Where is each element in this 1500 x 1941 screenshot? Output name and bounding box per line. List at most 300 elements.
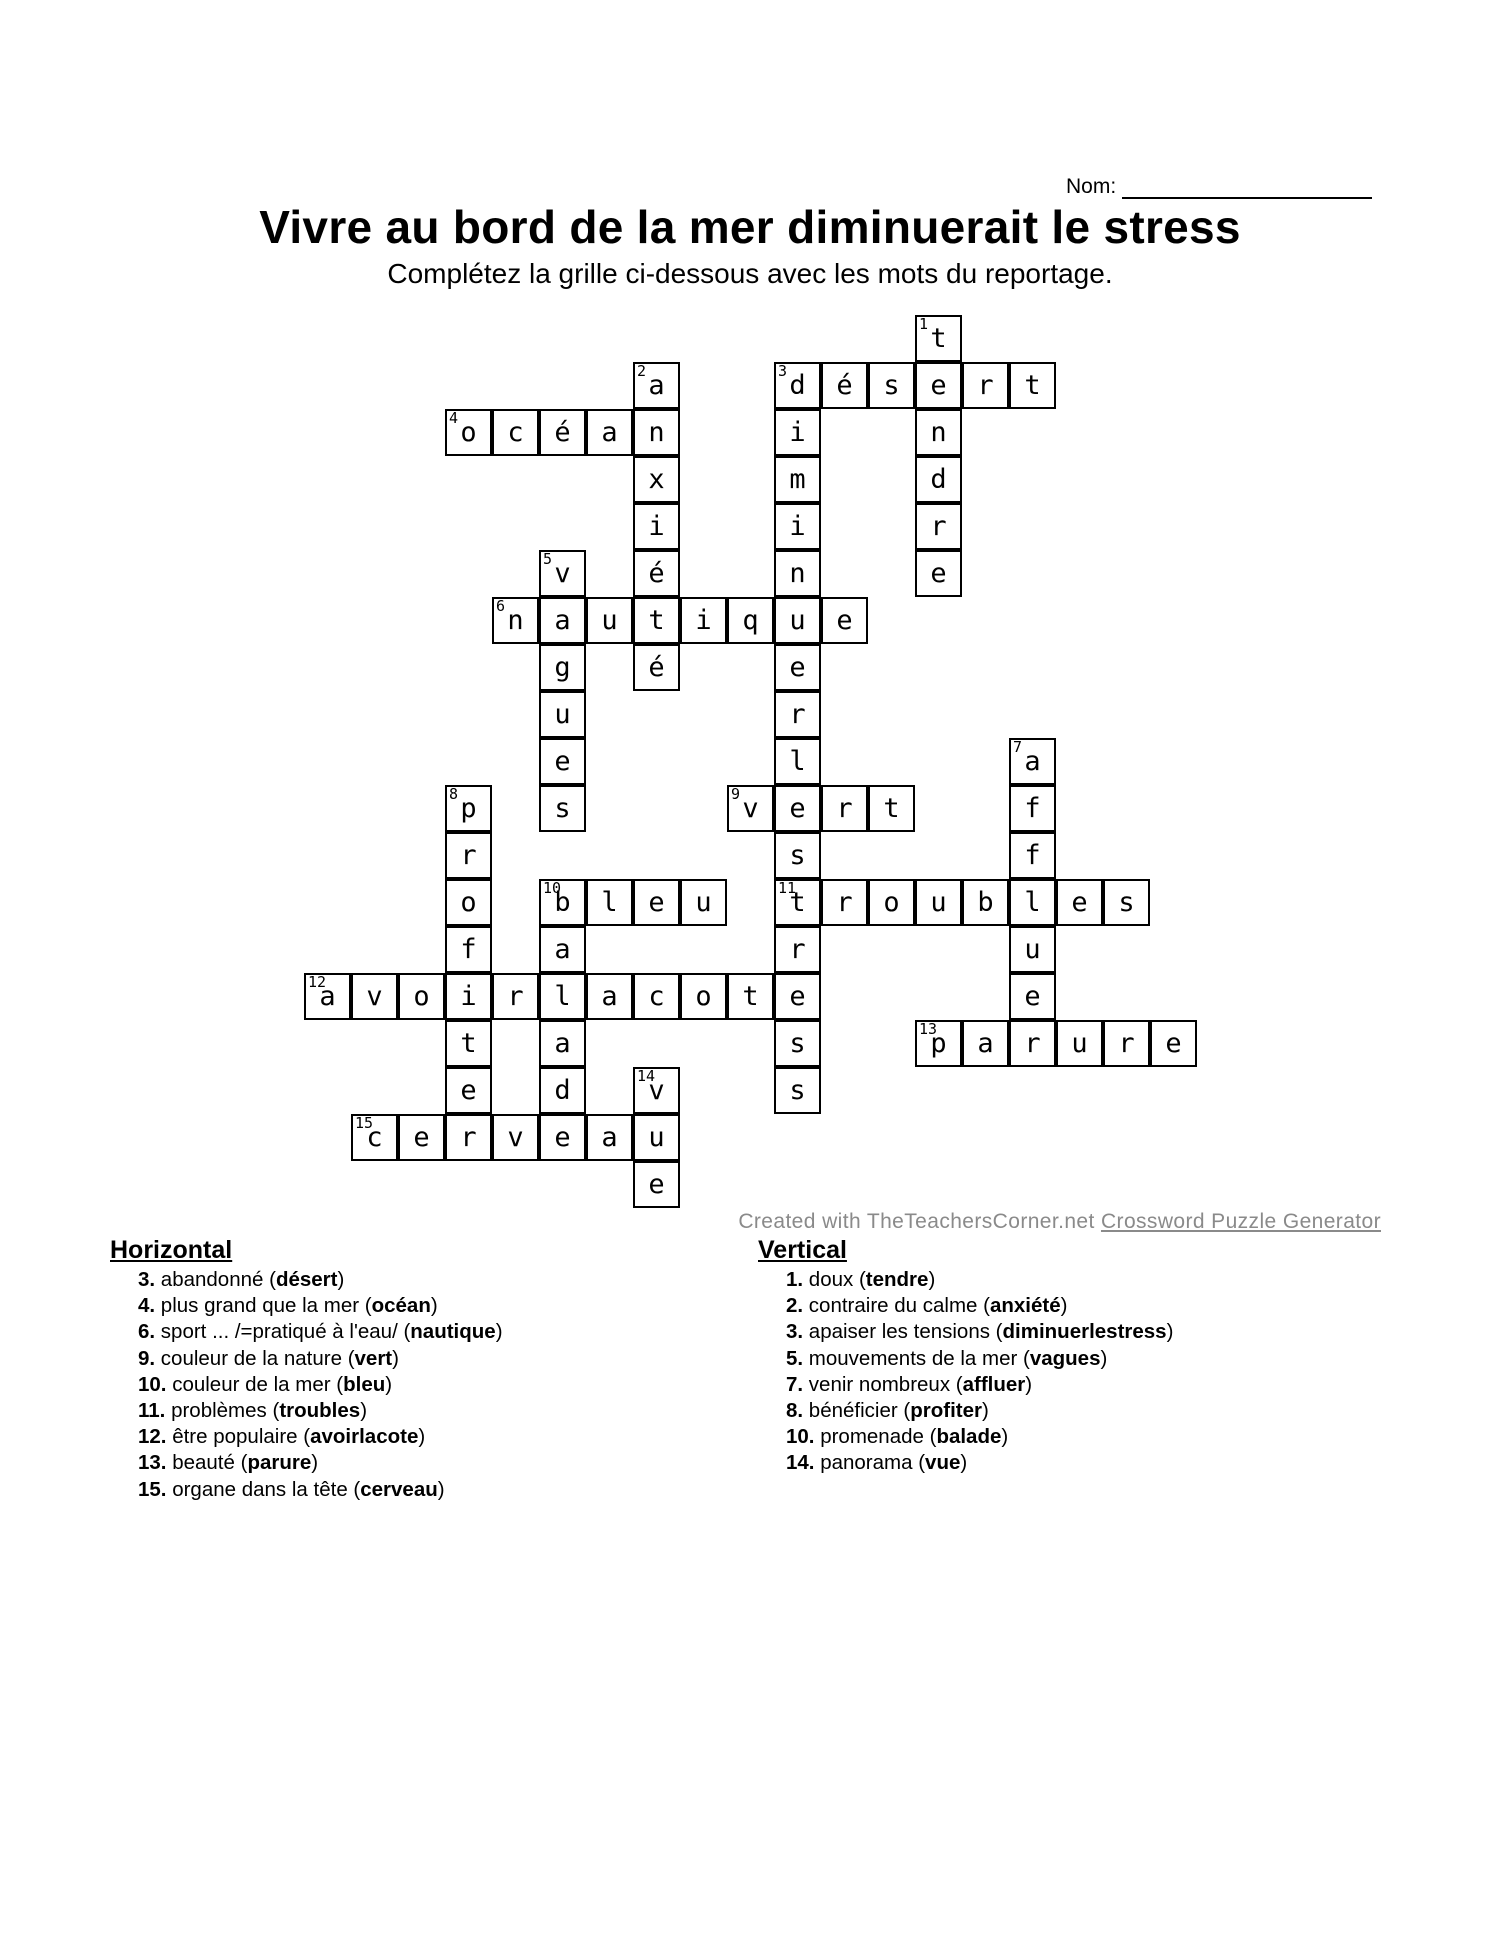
cell-letter: r [1024,1028,1041,1059]
cell-letter: t [883,793,900,824]
clue-item-text: être populaire ( [172,1425,311,1449]
cell-letter: t [789,887,806,918]
cell-letter: é [648,558,665,589]
grid-cell [539,409,586,456]
clue-item-close: ) [495,1320,503,1344]
cell-letter: b [554,887,571,918]
clue-item-answer: profiter [910,1399,982,1423]
clue-item-text: couleur de la nature ( [160,1346,355,1370]
clue-item-text: doux ( [808,1268,866,1291]
cell-letter: o [460,417,477,448]
grid-cell [633,409,680,456]
clue-number: 13 [919,1020,938,1038]
cell-letter: v [366,981,383,1012]
cell-letter: i [648,511,665,542]
grid-cell [633,973,680,1020]
clue-item-close: ) [928,1268,936,1291]
cell-letter: a [554,1028,571,1059]
clue-item-answer: anxiété [989,1294,1061,1318]
clue-item-answer: cerveau [360,1477,438,1501]
cell-letter: i [789,417,806,448]
grid-cell [915,456,962,503]
clue-item-answer: parure [247,1451,312,1475]
clue-item-number: 11. [138,1399,172,1423]
grid-cell [1056,1020,1103,1067]
grid-cell [539,644,586,691]
cell-letter: s [789,1028,806,1059]
clue-item-text: apaiser les tensions ( [808,1320,1003,1344]
clue-number: 12 [308,973,327,991]
cell-letter: u [1024,934,1041,965]
clue-item [110,1372,503,1398]
cell-letter: d [789,370,806,401]
clue-item-close: ) [1060,1294,1068,1318]
grid-cell [915,315,962,362]
grid-cell [1103,879,1150,926]
cell-letter: t [930,323,947,354]
clue-item [758,1372,1173,1398]
clue-item-answer: diminuerlestress [1002,1320,1167,1344]
grid-cell [821,785,868,832]
grid-cell [915,409,962,456]
cell-letter: o [883,887,900,918]
grid-cell [821,879,868,926]
clue-item [758,1424,1173,1450]
cell-letter: l [789,746,806,777]
clue-number: 9 [731,785,741,803]
cell-letter: l [601,887,618,918]
clue-number: 8 [449,785,459,803]
cell-letter: r [836,793,853,824]
grid-cell [445,879,492,926]
credit-prefix: Created with TheTeachersCorner.net [738,1210,1095,1233]
cell-letter: p [460,793,477,824]
cell-letter: e [554,1122,571,1153]
grid-cell [633,1067,680,1114]
grid-cell [633,1161,680,1208]
clue-item-number: 10. [786,1425,821,1449]
clue-number: 4 [449,409,459,427]
cell-letter: e [789,793,806,824]
cell-letter: b [977,887,994,918]
grid-cell [492,973,539,1020]
cell-letter: e [930,370,947,401]
down-list [758,1267,1173,1477]
clue-item [110,1319,503,1345]
cell-letter: r [1118,1028,1135,1059]
grid-cell [774,456,821,503]
down-heading: Vertical [758,1236,847,1264]
cell-letter: x [648,464,665,495]
grid-cell [445,926,492,973]
cell-letter: f [460,934,477,965]
clue-item-text: couleur de la mer ( [172,1372,344,1396]
clue-item-text: organe dans la tête ( [172,1477,361,1501]
cell-letter: m [789,464,806,495]
cell-letter: v [554,558,571,589]
grid-cell [774,832,821,879]
clue-item-text: beauté ( [172,1451,248,1475]
clue-item-answer: troubles [279,1399,361,1423]
clue-item [110,1346,503,1372]
cell-letter: o [460,887,477,918]
cell-letter: a [554,605,571,636]
grid-cell [539,738,586,785]
grid-cell [586,879,633,926]
cell-letter: r [460,840,477,871]
clue-item [110,1477,503,1503]
clue-item-number: 5. [786,1346,809,1370]
grid-cell [1009,362,1056,409]
grid-cell [915,550,962,597]
grid-cell [1009,785,1056,832]
grid-cell [539,550,586,597]
grid-cell [586,597,633,644]
grid-cell [774,973,821,1020]
clue-item-number: 7. [786,1372,809,1396]
clue-item-number: 6. [138,1320,161,1344]
clue-item-number: 1. [786,1268,809,1291]
cell-letter: u [789,605,806,636]
grid-cell [774,597,821,644]
clue-item-text: bénéficier ( [808,1399,911,1423]
cell-letter: é [836,370,853,401]
clue-number: 1 [919,315,929,333]
across-list [110,1267,503,1503]
grid-cell [774,362,821,409]
grid-cell [680,973,727,1020]
cell-letter: i [789,511,806,542]
clue-item-number: 3. [138,1268,161,1291]
grid-cell [774,1067,821,1114]
clue-item-number: 12. [138,1425,173,1449]
cell-letter: v [648,1075,665,1106]
grid-cell [586,409,633,456]
cell-letter: e [648,1169,665,1200]
grid-cell [1056,879,1103,926]
grid-cell [727,597,774,644]
clue-item-text: venir nombreux ( [808,1372,963,1396]
cell-letter: c [507,417,524,448]
clue-item-answer: océan [371,1294,431,1318]
cell-letter: g [554,652,571,683]
clue-item-close: ) [337,1268,345,1291]
cell-letter: a [601,981,618,1012]
across-heading: Horizontal [110,1236,233,1264]
clue-number: 10 [543,879,562,897]
grid-cell [586,973,633,1020]
grid-cell [539,879,586,926]
cell-letter: e [836,605,853,636]
grid-cell [492,597,539,644]
grid-cell [445,832,492,879]
clue-item-answer: tendre [865,1268,929,1291]
grid-cell [304,973,351,1020]
grid-cell [915,503,962,550]
clue-item-answer: bleu [343,1372,386,1396]
cell-letter: r [977,370,994,401]
grid-cell [680,597,727,644]
clue-item-answer: balade [936,1425,1002,1449]
grid-cell [1103,1020,1150,1067]
grid-cell [633,644,680,691]
grid-cell [633,879,680,926]
grid-cell [774,879,821,926]
clue-number: 2 [637,362,647,380]
grid-cell [868,879,915,926]
cell-letter: n [789,558,806,589]
cell-letter: t [742,981,759,1012]
grid-cell [539,597,586,644]
clue-number: 3 [778,362,788,380]
cell-letter: t [648,605,665,636]
grid-cell [868,785,915,832]
cell-letter: a [977,1028,994,1059]
grid-cell [492,1114,539,1161]
clue-item [758,1398,1173,1424]
clue-item-answer: vagues [1029,1346,1101,1370]
grid-cell [445,973,492,1020]
grid-cell [774,644,821,691]
grid-cell [962,362,1009,409]
clue-item [758,1346,1173,1372]
grid-cell [398,973,445,1020]
grid-cell [915,362,962,409]
cell-letter: e [1165,1028,1182,1059]
grid-cell [727,785,774,832]
clue-item-number: 9. [138,1346,161,1370]
cell-letter: l [1024,887,1041,918]
clue-item-close: ) [437,1477,445,1501]
cell-letter: u [648,1122,665,1153]
cell-letter: a [554,934,571,965]
grid-cell [962,1020,1009,1067]
cell-letter: n [507,605,524,636]
clue-item-number: 3. [786,1320,809,1344]
clue-item-number: 15. [138,1477,173,1501]
grid-cell [774,926,821,973]
cell-letter: u [554,699,571,730]
grid-cell [821,597,868,644]
cell-letter: e [789,981,806,1012]
cell-letter: o [413,981,430,1012]
clue-item-text: abandonné ( [160,1268,276,1291]
clue-item-text: mouvements de la mer ( [808,1346,1030,1370]
clue-item-close: ) [1166,1320,1174,1344]
grid-cell [539,1114,586,1161]
clue-item-answer: vue [925,1451,961,1475]
grid-cell [351,973,398,1020]
cell-letter: u [601,605,618,636]
cell-letter: a [601,1122,618,1153]
clue-item-answer: vert [354,1346,393,1370]
clue-item-text: panorama ( [820,1451,926,1475]
cell-letter: u [930,887,947,918]
cell-letter: é [554,417,571,448]
grid-cell [915,879,962,926]
grid-cell [633,597,680,644]
cell-letter: a [648,370,665,401]
grid-cell [727,973,774,1020]
cell-letter: d [930,464,947,495]
cell-letter: q [742,605,759,636]
cell-letter: e [554,746,571,777]
clue-item [110,1450,503,1476]
cell-letter: r [930,511,947,542]
cell-letter: r [789,934,806,965]
clues-down [758,1236,1173,1477]
cell-letter: t [1024,370,1041,401]
grid-cell [915,1020,962,1067]
grid-cell [1009,879,1056,926]
clue-item [110,1267,503,1293]
clue-item-text: sport ... /=pratiqué à l'eau/ ( [160,1320,411,1344]
cell-letter: u [1071,1028,1088,1059]
clue-item-number: 2. [786,1294,809,1318]
cell-letter: s [554,793,571,824]
grid-cell [1009,832,1056,879]
cell-letter: u [695,887,712,918]
cell-letter: l [554,981,571,1012]
cell-letter: i [695,605,712,636]
clue-item [110,1293,503,1319]
grid-cell [774,550,821,597]
cell-letter: r [789,699,806,730]
grid-cell [1009,973,1056,1020]
clue-item-close: ) [981,1399,989,1423]
grid-cell [774,691,821,738]
clue-item-close: ) [311,1451,319,1475]
grid-cell [633,550,680,597]
cell-letter: f [1024,793,1041,824]
grid-cell [351,1114,398,1161]
cell-letter: s [789,1075,806,1106]
clue-item [110,1398,503,1424]
clue-item-close: ) [1100,1346,1108,1370]
grid-cell [539,973,586,1020]
cell-letter: c [648,981,665,1012]
clue-item-number: 13. [138,1451,173,1475]
cell-letter: a [319,981,336,1012]
credit-line [738,1210,1381,1234]
clue-item-number: 8. [786,1399,809,1423]
clue-number: 15 [355,1114,374,1132]
name-label: Nom: [1066,175,1117,198]
cell-letter: r [460,1122,477,1153]
clue-item-close: ) [430,1294,438,1318]
grid-cell [445,409,492,456]
grid-cell [633,456,680,503]
cell-letter: i [460,981,477,1012]
cell-letter: e [789,652,806,683]
cell-letter: e [413,1122,430,1153]
clue-item-text: problèmes ( [171,1399,280,1423]
clue-item-text: plus grand que la mer ( [160,1294,372,1318]
cell-letter: a [1024,746,1041,777]
clue-number: 11 [778,879,797,897]
grid-cell [445,1114,492,1161]
clue-number: 5 [543,550,553,568]
generator-link[interactable]: Crossword Puzzle Generator [1100,1210,1381,1233]
grid-cell [539,691,586,738]
clue-item-close: ) [385,1372,393,1396]
grid-cell [680,879,727,926]
grid-cell [774,503,821,550]
cell-letter: d [554,1075,571,1106]
cell-letter: e [930,558,947,589]
cell-letter: e [648,887,665,918]
grid-cell [586,1114,633,1161]
cell-letter: f [1024,840,1041,871]
grid-cell [492,409,539,456]
cell-letter: n [930,417,947,448]
grid-cell [962,879,1009,926]
grid-cell [774,409,821,456]
clue-item-number: 10. [138,1372,173,1396]
clue-item [758,1293,1173,1319]
grid-cell [633,503,680,550]
grid-cell [774,738,821,785]
grid-cell [445,1067,492,1114]
grid-cell [774,1020,821,1067]
cell-letter: e [1024,981,1041,1012]
cell-letter: v [507,1122,524,1153]
grid-cell [633,1114,680,1161]
grid-cell [445,785,492,832]
cell-letter: o [695,981,712,1012]
grid-cell [539,1067,586,1114]
clue-number: 7 [1013,738,1023,756]
cell-letter: s [1118,887,1135,918]
clue-item [110,1424,503,1450]
grid-cell [633,362,680,409]
clue-item [758,1267,1173,1293]
clue-number: 6 [496,597,506,615]
page-title: Vivre au bord de la mer diminuerait le stress [259,201,1241,253]
cell-letter: t [460,1028,477,1059]
clue-item [758,1450,1173,1476]
cell-letter: c [366,1122,383,1153]
clue-item-close: ) [418,1425,426,1449]
cell-letter: n [648,417,665,448]
grid-cell [445,1020,492,1067]
cell-letter: s [883,370,900,401]
grid-cell [539,1020,586,1067]
clue-item-close: ) [392,1346,399,1370]
clue-item-answer: nautique [410,1320,496,1344]
cell-letter: p [930,1028,947,1059]
cell-letter: e [460,1075,477,1106]
clue-number: 14 [637,1067,656,1085]
cell-letter: e [1071,887,1088,918]
grid-cell [774,785,821,832]
clue-item-close: ) [960,1451,968,1475]
grid-cell [1009,738,1056,785]
page-subtitle: Complétez la grille ci-dessous avec les mots du reportage. [387,258,1113,289]
grid-cell [539,926,586,973]
cell-letter: r [507,981,524,1012]
clue-item-close: ) [360,1399,368,1423]
cell-letter: v [742,793,759,824]
clues-across [110,1236,503,1503]
clue-item-text: contraire du calme ( [808,1294,990,1318]
grid-cell [868,362,915,409]
clue-item-number: 4. [138,1294,161,1318]
grid-cell [1009,926,1056,973]
grid-cell [1009,1020,1056,1067]
clue-item [758,1319,1173,1345]
grid-cell [539,785,586,832]
